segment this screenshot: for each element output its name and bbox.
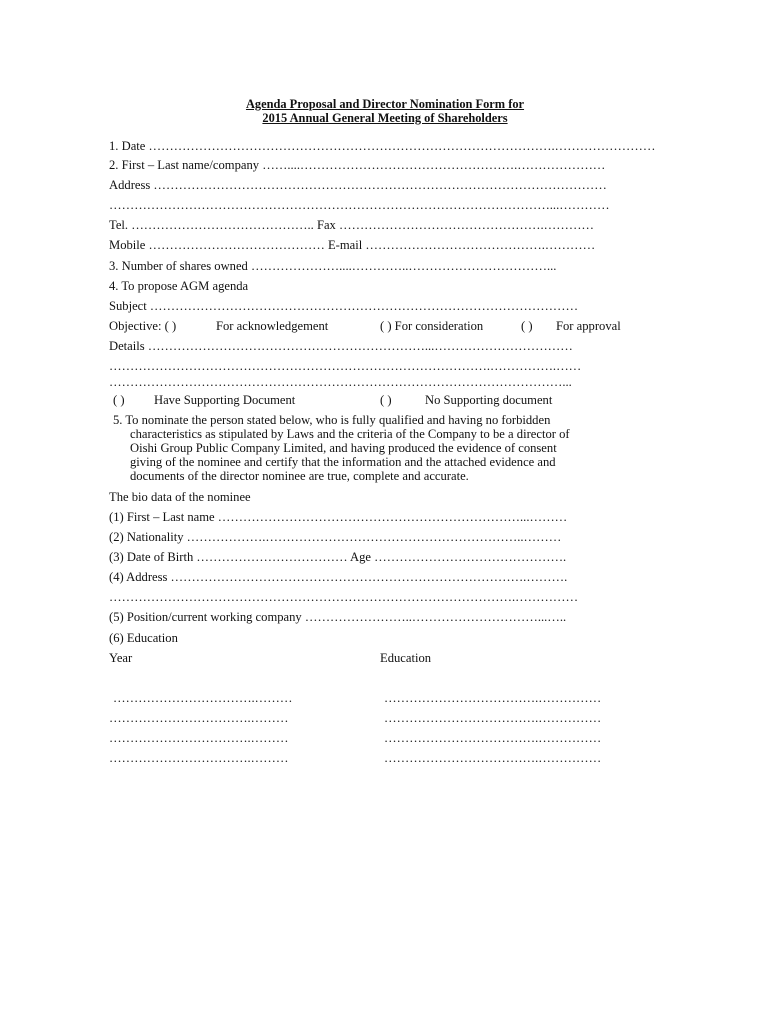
year-row-3[interactable]: …………………………….……… xyxy=(109,731,289,745)
subject-field[interactable]: Subject ………………………………………………………………………………………… xyxy=(109,299,579,313)
nominate-paragraph-line4: giving of the nominee and certify that the information and the attached evidence and xyxy=(130,455,556,469)
no-supporting-label: No Supporting document xyxy=(425,393,553,407)
address-field[interactable]: Address ……………………………………………………………………………………………… xyxy=(109,178,607,192)
no-supporting-checkbox[interactable]: ( ) xyxy=(380,393,392,407)
propose-agenda-heading: 4. To propose AGM agenda xyxy=(109,279,249,293)
nominee-position-field[interactable]: (5) Position/current working company ……………………..…………………………...….. xyxy=(109,610,567,624)
year-row-4[interactable]: …………………………….……… xyxy=(109,751,289,765)
details-continued-field-1[interactable]: ……………………………………………………………………………….…………….…… xyxy=(109,359,582,373)
nominee-address-field[interactable]: (4) Address ………………………………………………………………………….………. xyxy=(109,570,568,584)
year-row-2[interactable]: …………………………….……… xyxy=(109,711,289,725)
form-title-line2: 2015 Annual General Meeting of Shareholders xyxy=(262,111,508,125)
objective-acknowledgement-option: For acknowledgement xyxy=(216,319,329,333)
name-company-field[interactable]: 2. First – Last name/company ……....…………………………………………….………………… xyxy=(109,158,606,172)
nominee-dob-age-field[interactable]: (3) Date of Birth ……………………………… Age ………………………………………. xyxy=(109,550,567,564)
education-row-4[interactable]: ……………………………….…………… xyxy=(384,751,602,765)
nominee-nationality-field[interactable]: (2) Nationality ……………….……………………………………………………..……… xyxy=(109,530,562,544)
education-row-1[interactable]: ……………………………….…………… xyxy=(384,691,602,705)
address-continued-field[interactable]: ……………………………………………………………………………………………...………… xyxy=(109,198,610,212)
objective-approval-option: For approval xyxy=(556,319,621,333)
shares-owned-field[interactable]: 3. Number of shares owned …………………....…………..……………………………... xyxy=(109,259,557,273)
bio-data-heading: The bio data of the nominee xyxy=(109,490,251,504)
nominate-paragraph-line5: documents of the director nominee are true, complete and accurate. xyxy=(130,469,469,483)
objective-consideration-option[interactable]: ( ) For consideration xyxy=(380,319,484,333)
education-row-2[interactable]: ……………………………….…………… xyxy=(384,711,602,725)
form-title-line1: Agenda Proposal and Director Nomination Form for xyxy=(245,97,525,111)
nominee-name-field[interactable]: (1) First – Last name ………………………………………………………………...……… xyxy=(109,510,568,524)
details-field[interactable]: Details …………………………………………………………...…………………………… xyxy=(109,339,573,353)
tel-fax-field[interactable]: Tel. …………………………………….. Fax ………………………………………….………… xyxy=(109,218,595,232)
nominate-paragraph-line1: 5. To nominate the person stated below, who is fully qualified and having no forbidden xyxy=(113,413,551,427)
have-supporting-checkbox[interactable]: ( ) xyxy=(113,393,125,407)
education-row-3[interactable]: ……………………………….…………… xyxy=(384,731,602,745)
nominee-address-continued-field[interactable]: …………………………………………………………………………………….…………… xyxy=(109,590,579,604)
mobile-email-field[interactable]: Mobile …………………………………… E-mail …………………………………….………… xyxy=(109,238,596,252)
have-supporting-label: Have Supporting Document xyxy=(154,393,296,407)
objective-label[interactable]: Objective: ( ) xyxy=(109,319,177,333)
education-column-header: Education xyxy=(380,651,432,665)
year-column-header: Year xyxy=(109,651,133,665)
year-row-1[interactable]: …………………………….……… xyxy=(113,691,293,705)
nominate-paragraph-line2: characteristics as stipulated by Laws and the criteria of the Company to be a director of xyxy=(130,427,570,441)
nominate-paragraph-line3: Oishi Group Public Company Limited, and having produced the evidence of consent xyxy=(130,441,557,455)
details-continued-field-2[interactable]: ………………………………………………………………………………………………... xyxy=(109,375,572,389)
education-heading: (6) Education xyxy=(109,631,178,645)
objective-approval-checkbox[interactable]: ( ) xyxy=(521,319,533,333)
date-field[interactable]: 1. Date …………………………………………………………………………………….…………………… xyxy=(109,139,656,153)
